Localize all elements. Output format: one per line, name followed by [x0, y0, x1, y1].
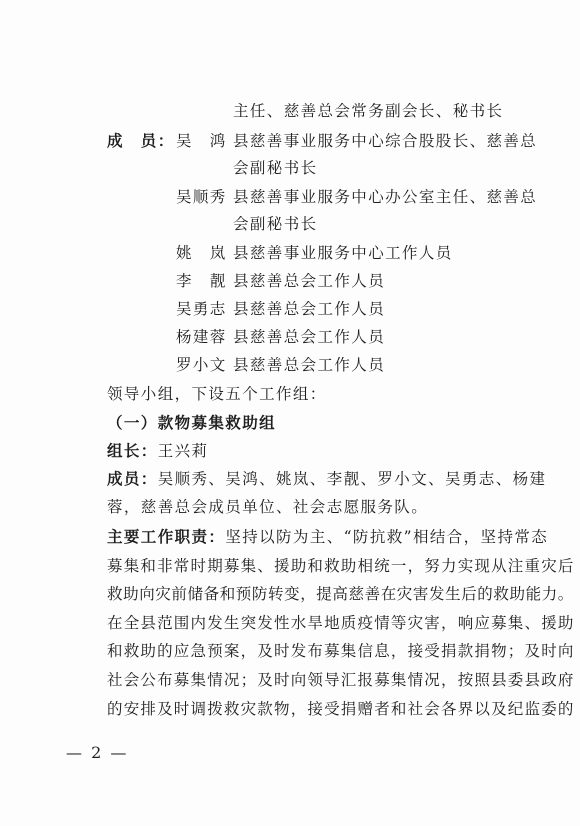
member-name: 吴 鸿 [176, 132, 227, 150]
member-role: 县慈善总会工作人员 [233, 356, 386, 374]
member-name: 吴顺秀 [176, 188, 227, 206]
duties-text: 坚持以防为主、“防抗救”相结合，坚持常态 [225, 528, 549, 546]
group-members-continued: 蓉，慈善总会成员单位、社会志愿服务队。 [107, 498, 429, 516]
member-role: 县慈善事业服务中心综合股股长、慈善总 [233, 132, 538, 150]
member-role: 县慈善总会工作人员 [233, 328, 386, 346]
group-members-text: 吴顺秀、吴鸿、姚岚、李靓、罗小文、吴勇志、杨建 [157, 470, 547, 488]
member-role-continued: 会副秘书长 [233, 215, 318, 233]
duties-line [107, 527, 548, 547]
duties-line: 救助向灾前储备和预防转变，提高慈善在灾害发生后的救助能力。 [107, 585, 574, 603]
member-name: 杨建蓉 [176, 328, 227, 346]
duties-line: 募集和非常时期募集、援助和救助相统一，努力实现从注重灾后 [107, 557, 575, 575]
continuation-line: 主任、慈善总会常务副会长、秘书长 [233, 102, 504, 120]
member-name: 吴勇志 [176, 300, 227, 318]
group-members-label: 成员： [107, 469, 158, 488]
group-members-line [107, 469, 546, 489]
member-role-continued: 会副秘书长 [233, 159, 318, 177]
member-role: 县慈善总会工作人员 [233, 300, 386, 318]
page-number: — 2 — [66, 743, 129, 762]
duties-line: 社会公布募集情况；及时向领导汇报募集情况，按照县委县政府 [107, 671, 575, 689]
leader-label: 组长： [107, 441, 158, 460]
member-role: 县慈善事业服务中心办公室主任、慈善总 [233, 188, 538, 206]
leader-name: 王兴莉 [157, 442, 209, 460]
member-name: 李 靓 [176, 272, 227, 290]
duties-line: 的安排及时调拨救灾款物，接受捐赠者和社会各界以及纪监委的 [107, 700, 575, 718]
duties-label: 主要工作职责： [107, 527, 226, 546]
duties-line: 在全县范围内发生突发性水旱地质疫情等灾害，响应募集、援助 [107, 614, 575, 632]
member-role: 县慈善总会工作人员 [233, 272, 386, 290]
members-label: 成 员： [107, 131, 175, 150]
group-heading: （一）款物募集救助组 [107, 413, 277, 432]
duties-line: 和救助的应急预案，及时发布募集信息，接受捐款捐物；及时向 [107, 642, 575, 660]
leader-line [107, 441, 208, 461]
intro-line: 领导小组，下设五个工作组： [107, 385, 327, 403]
member-name: 姚 岚 [176, 244, 227, 262]
member-name: 罗小文 [176, 356, 227, 374]
member-role: 县慈善事业服务中心工作人员 [233, 244, 453, 262]
